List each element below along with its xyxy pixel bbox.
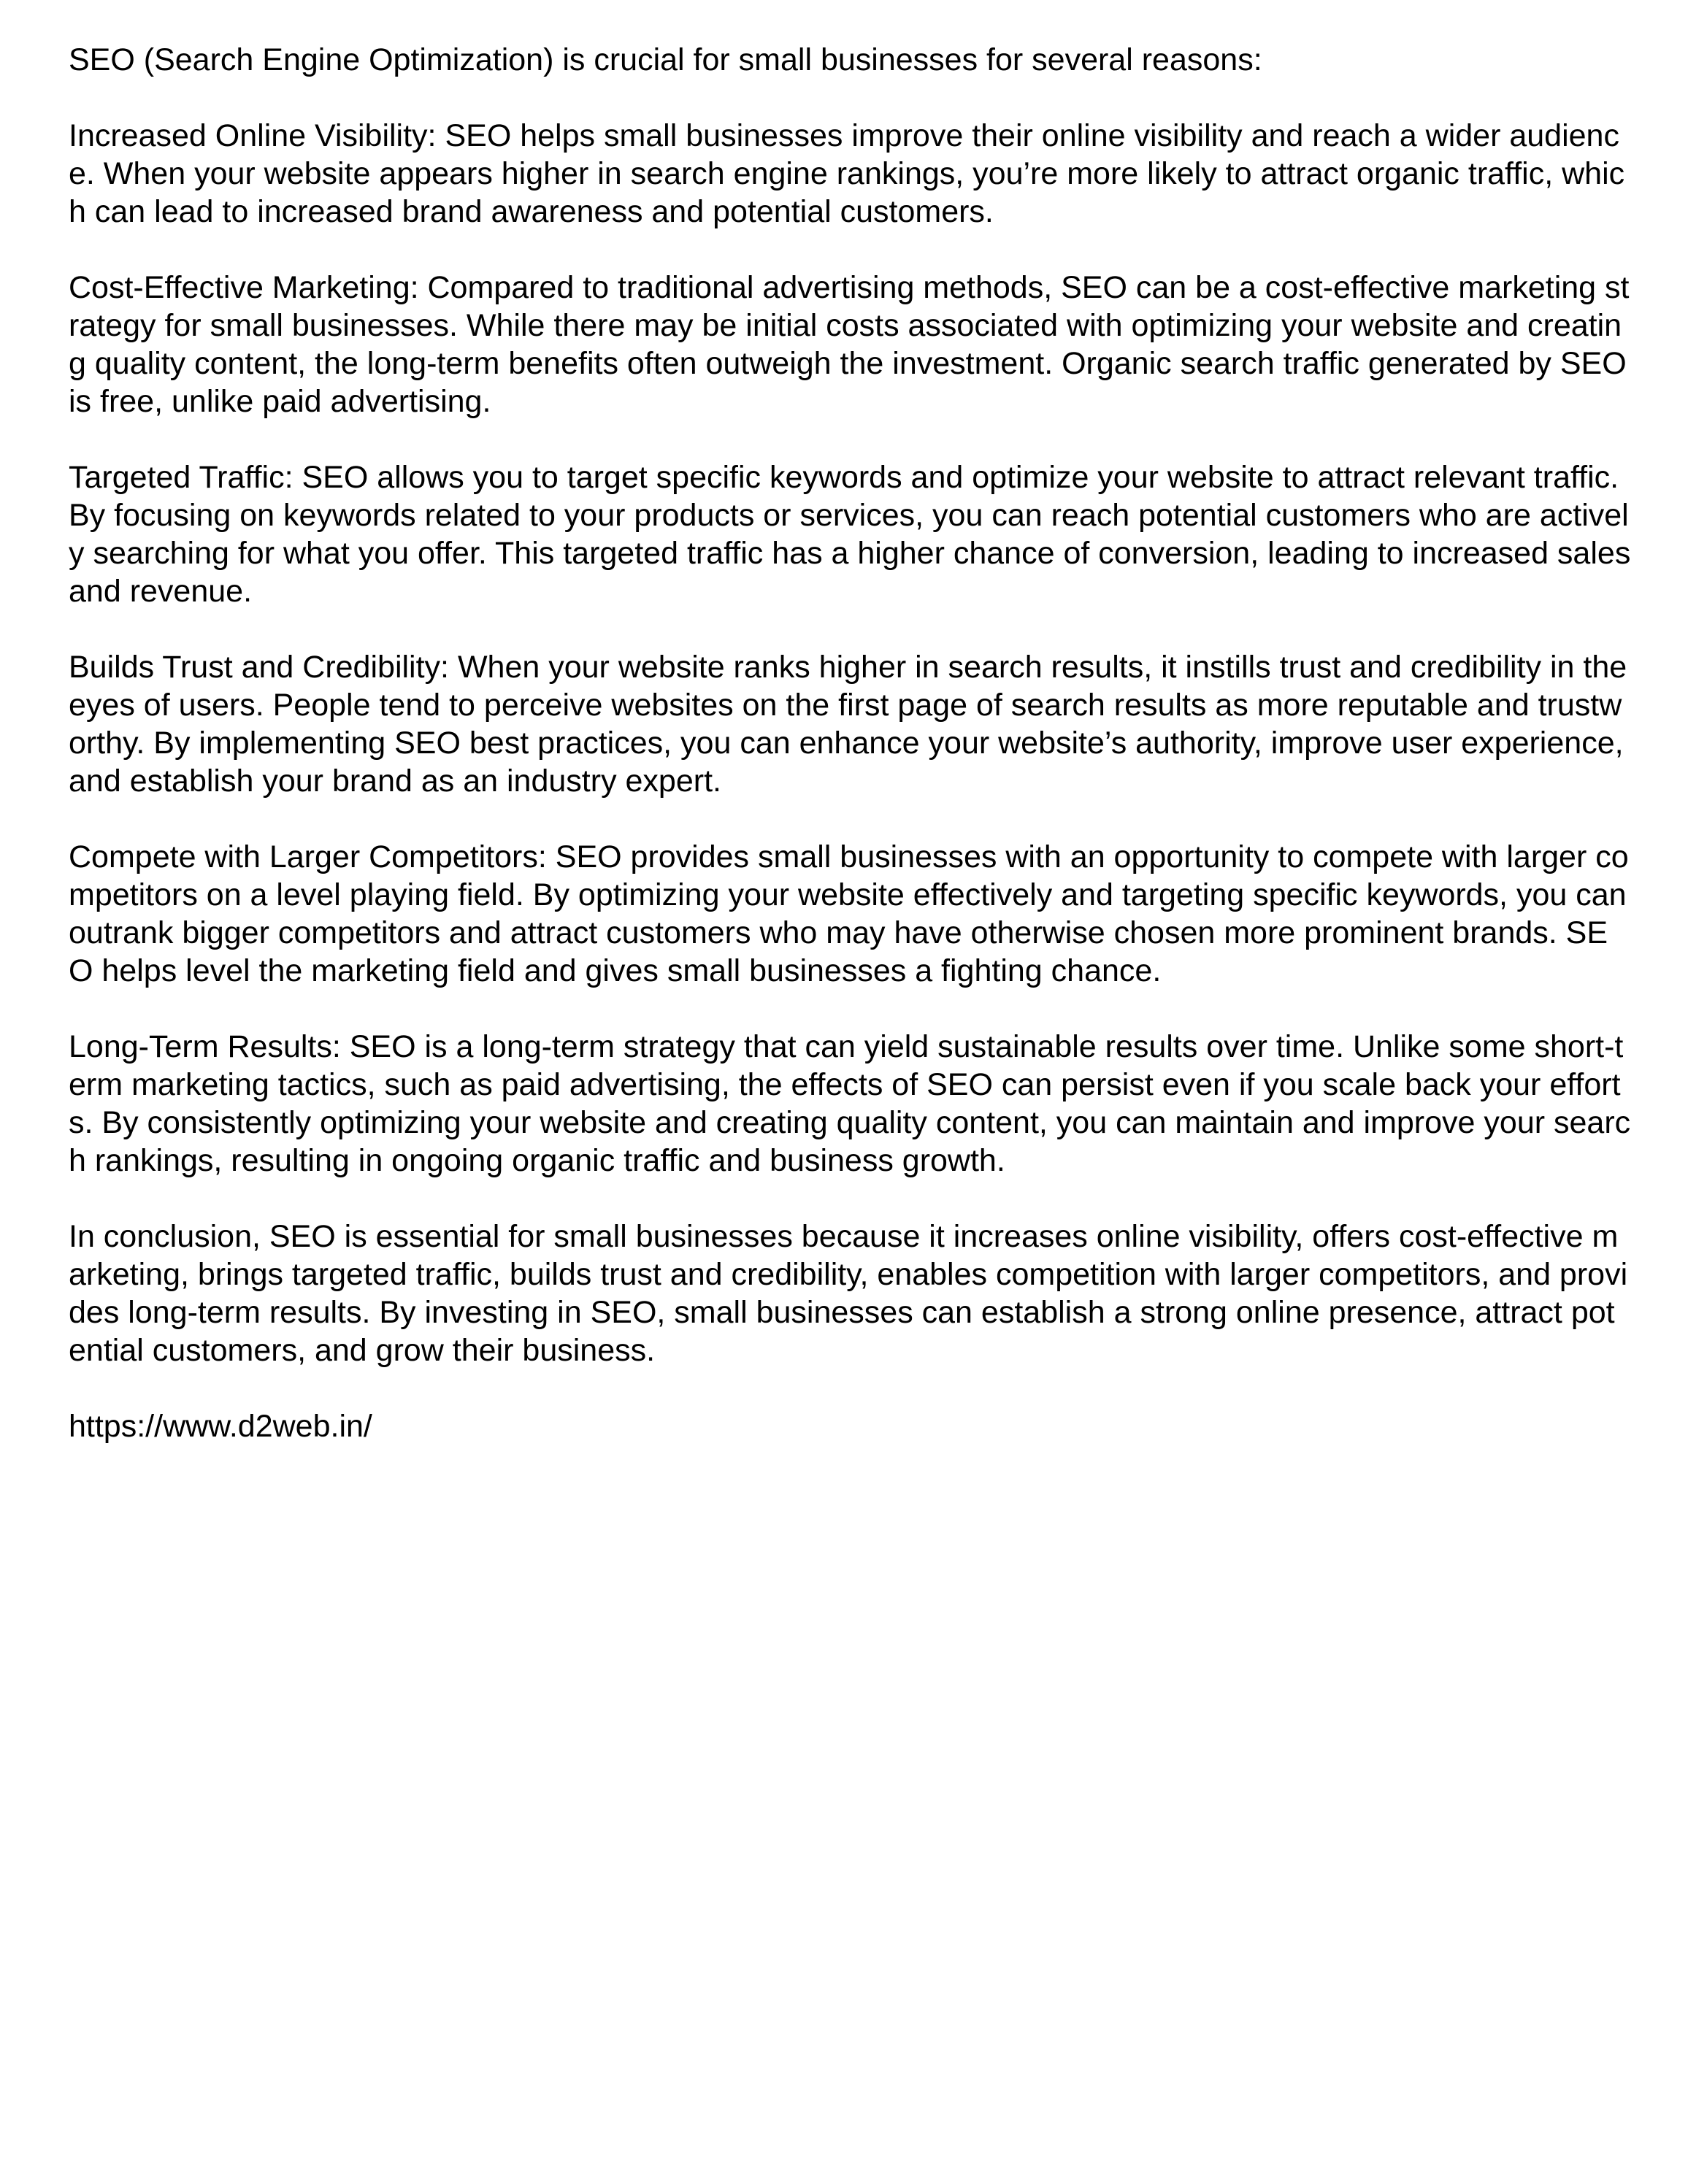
paragraph-online-visibility: Increased Online Visibility: SEO helps small businesses improve their online visibility and reach a wider audience. When your website appears higher in search engine rankings, you’re more likely to attract organic traffic, which can lead to increased brand awareness and potential customers. xyxy=(69,118,1625,229)
paragraph-targeted-traffic: Targeted Traffic: SEO allows you to target specific keywords and optimize your website to attract relevant traffic. By focusing on keywords related to your products or services, you can reach potential customers who are actively searching for what you offer. This targeted traffic has a higher chance of conversion, leading to increased sales and revenue. xyxy=(69,460,1631,609)
paragraph-cost-effective-marketing: Cost-Effective Marketing: Compared to traditional advertising methods, SEO can be a cost-effective marketing strategy for small businesses. While there may be initial costs associated with optimizing your website and creating quality content, the long-term benefits often outweigh the investment. Organic search traffic generated by SEO is free, unlike paid advertising. xyxy=(69,270,1630,419)
document-body xyxy=(69,41,1631,1445)
paragraph-long-term-results: Long-Term Results: SEO is a long-term strategy that can yield sustainable results over time. Unlike some short-term marketing tactics, such as paid advertising, the effects of SEO can persist even if you scale back your efforts. By consistently optimizing your website and creating quality content, you can maintain and improve your search rankings, resulting in ongoing organic traffic and business growth. xyxy=(69,1029,1631,1178)
paragraph-compete-larger: Compete with Larger Competitors: SEO provides small businesses with an opportunity to compete with larger competitors on a level playing field. By optimizing your website effectively and targeting specific keywords, you can outrank bigger competitors and attract customers who may have otherwise chosen more prominent brands. SEO helps level the marketing field and gives small businesses a fighting chance. xyxy=(69,839,1629,988)
intro-paragraph: SEO (Search Engine Optimization) is crucial for small businesses for several reasons: xyxy=(69,42,1262,77)
paragraph-trust-credibility: Builds Trust and Credibility: When your website ranks higher in search results, it instills trust and credibility in the eyes of users. People tend to perceive websites on the first page of search results as more reputable and trustworthy. By implementing SEO best practices, you can enhance your website’s authority, improve user experience, and establish your brand as an industry expert. xyxy=(69,650,1627,799)
paragraph-conclusion: In conclusion, SEO is essential for small businesses because it increases online visibility, offers cost-effective marketing, brings targeted traffic, builds trust and credibility, enables competition with larger competitors, and provides long-term results. By investing in SEO, small businesses can establish a strong online presence, attract potential customers, and grow their business. xyxy=(69,1219,1628,1368)
website-link[interactable]: https://www.d2web.in/ xyxy=(69,1409,372,1444)
